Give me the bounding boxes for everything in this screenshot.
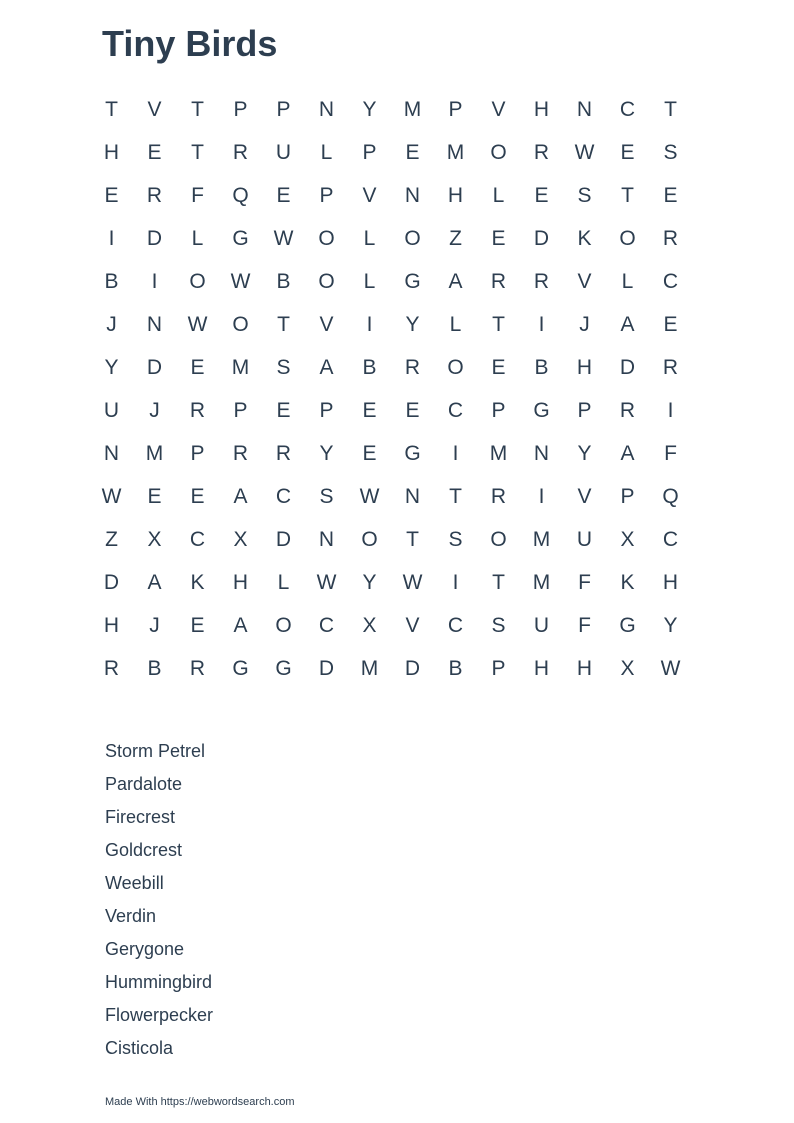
- grid-letter: E: [190, 613, 205, 637]
- grid-letter: W: [273, 226, 294, 250]
- grid-letter: E: [147, 484, 162, 508]
- grid-letter: A: [620, 312, 635, 336]
- grid-letter: C: [662, 527, 679, 551]
- grid-letter: H: [576, 355, 593, 379]
- grid-letter: A: [233, 613, 248, 637]
- grid-letter: F: [578, 613, 591, 637]
- grid-letter: D: [146, 355, 163, 379]
- grid-letter: E: [276, 183, 291, 207]
- grid-letter: X: [362, 613, 377, 637]
- grid-letter: D: [146, 226, 163, 250]
- word-list-item: Weebill: [105, 873, 164, 893]
- grid-letter: A: [448, 269, 463, 293]
- grid-letter: V: [577, 269, 592, 293]
- word-list-item: Verdin: [105, 906, 157, 926]
- grid-letter: V: [319, 312, 334, 336]
- grid-letter: A: [147, 570, 162, 594]
- grid-letter: B: [104, 269, 119, 293]
- grid-letter: S: [663, 140, 678, 164]
- grid-letter: R: [619, 398, 636, 422]
- grid-letter: M: [489, 441, 508, 465]
- grid-letter: I: [151, 269, 158, 293]
- grid-letter: R: [189, 398, 206, 422]
- grid-letter: C: [662, 269, 679, 293]
- word-list-item: Cisticola: [105, 1038, 174, 1058]
- grid-letter: P: [233, 97, 248, 121]
- grid-letter: C: [275, 484, 292, 508]
- grid-letter: B: [276, 269, 291, 293]
- grid-letter: C: [619, 97, 636, 121]
- grid-letter: I: [667, 398, 674, 422]
- grid-letter: H: [103, 140, 120, 164]
- grid-letter: R: [146, 183, 163, 207]
- grid-letter: W: [187, 312, 208, 336]
- grid-letter: E: [534, 183, 549, 207]
- grid-letter: L: [363, 226, 376, 250]
- grid-letter: M: [145, 441, 164, 465]
- grid-letter: T: [191, 97, 204, 121]
- grid-letter: I: [452, 441, 459, 465]
- grid-letter: O: [275, 613, 292, 637]
- grid-letter: T: [105, 97, 118, 121]
- grid-letter: S: [448, 527, 463, 551]
- grid-letter: X: [620, 527, 635, 551]
- grid-letter: I: [452, 570, 459, 594]
- grid-letter: V: [491, 97, 506, 121]
- grid-letter: K: [577, 226, 592, 250]
- grid-letter: Z: [105, 527, 118, 551]
- grid-letter: J: [106, 312, 117, 336]
- grid-letter: G: [232, 226, 249, 250]
- grid-letter: T: [621, 183, 634, 207]
- grid-letter: N: [318, 527, 335, 551]
- grid-letter: E: [147, 140, 162, 164]
- grid-letter: E: [362, 398, 377, 422]
- grid-letter: P: [491, 398, 506, 422]
- grid-letter: W: [359, 484, 380, 508]
- grid-letter: L: [363, 269, 376, 293]
- grid-letter: E: [405, 398, 420, 422]
- grid-letter: W: [230, 269, 251, 293]
- grid-letter: E: [663, 183, 678, 207]
- grid-letter: O: [318, 269, 335, 293]
- grid-letter: V: [405, 613, 420, 637]
- grid-letter: E: [491, 355, 506, 379]
- grid-letter: G: [533, 398, 550, 422]
- grid-letter: L: [492, 183, 505, 207]
- grid-letter: T: [191, 140, 204, 164]
- grid-letter: V: [577, 484, 592, 508]
- grid-letter: Y: [319, 441, 334, 465]
- grid-letter: H: [103, 613, 120, 637]
- grid-letter: E: [362, 441, 377, 465]
- grid-letter: P: [448, 97, 463, 121]
- grid-letter: G: [232, 656, 249, 680]
- grid-letter: P: [362, 140, 377, 164]
- grid-letter: X: [620, 656, 635, 680]
- word-list: [105, 735, 213, 1065]
- grid-letter: F: [664, 441, 677, 465]
- grid-letter: U: [576, 527, 593, 551]
- grid-letter: S: [319, 484, 334, 508]
- grid-letter: B: [534, 355, 549, 379]
- grid-letter: I: [538, 484, 545, 508]
- grid-letter: B: [448, 656, 463, 680]
- grid-letter: I: [108, 226, 115, 250]
- grid-letter: K: [620, 570, 635, 594]
- word-list-item: Flowerpecker: [105, 1005, 214, 1025]
- grid-letter: P: [319, 398, 334, 422]
- grid-letter: E: [663, 312, 678, 336]
- grid-letter: V: [147, 97, 162, 121]
- grid-letter: B: [147, 656, 162, 680]
- grid-letter: O: [232, 312, 249, 336]
- grid-letter: X: [233, 527, 248, 551]
- grid-letter: O: [490, 140, 507, 164]
- grid-letter: O: [404, 226, 421, 250]
- grid-letter: H: [232, 570, 249, 594]
- grid-letter: M: [532, 570, 551, 594]
- grid-letter: D: [318, 656, 335, 680]
- word-list-item: Gerygone: [105, 939, 185, 959]
- grid-letter: D: [404, 656, 421, 680]
- grid-letter: B: [362, 355, 377, 379]
- grid-letter: T: [406, 527, 419, 551]
- grid-letter: J: [579, 312, 590, 336]
- grid-letter: R: [490, 269, 507, 293]
- grid-letter: F: [191, 183, 204, 207]
- grid-letter: P: [233, 398, 248, 422]
- grid-letter: P: [190, 441, 205, 465]
- grid-letter: P: [319, 183, 334, 207]
- grid-letter: A: [620, 441, 635, 465]
- grid-letter: Y: [362, 570, 377, 594]
- grid-letter: R: [232, 140, 249, 164]
- word-list-item: Hummingbird: [105, 972, 213, 992]
- grid-letter: Y: [104, 355, 119, 379]
- grid-letter: P: [276, 97, 291, 121]
- grid-letter: O: [318, 226, 335, 250]
- grid-letter: Q: [662, 484, 679, 508]
- grid-letter: U: [103, 398, 120, 422]
- grid-letter: R: [533, 269, 550, 293]
- word-list-item: Firecrest: [105, 807, 176, 827]
- grid-letter: E: [276, 398, 291, 422]
- grid-letter: H: [662, 570, 679, 594]
- word-list-item: Pardalote: [105, 774, 183, 794]
- grid-letter: C: [447, 613, 464, 637]
- grid-letter: G: [404, 441, 421, 465]
- grid-letter: T: [664, 97, 677, 121]
- grid-letter: R: [490, 484, 507, 508]
- word-search-grid: [90, 88, 692, 690]
- grid-letter: O: [490, 527, 507, 551]
- grid-letter: T: [277, 312, 290, 336]
- grid-letter: H: [447, 183, 464, 207]
- grid-letter: T: [492, 312, 505, 336]
- grid-letter: O: [619, 226, 636, 250]
- grid-letter: R: [662, 226, 679, 250]
- grid-letter: E: [190, 355, 205, 379]
- grid-letter: R: [533, 140, 550, 164]
- grid-letter: M: [403, 97, 422, 121]
- grid-letter: R: [232, 441, 249, 465]
- grid-letter: S: [491, 613, 506, 637]
- grid-letter: G: [404, 269, 421, 293]
- grid-letter: W: [660, 656, 681, 680]
- grid-letter: I: [366, 312, 373, 336]
- grid-letter: N: [404, 484, 421, 508]
- grid-letter: W: [574, 140, 595, 164]
- grid-letter: E: [405, 140, 420, 164]
- grid-letter: T: [492, 570, 505, 594]
- grid-letter: N: [533, 441, 550, 465]
- grid-letter: C: [447, 398, 464, 422]
- grid-letter: A: [319, 355, 334, 379]
- grid-letter: M: [532, 527, 551, 551]
- grid-letter: L: [320, 140, 333, 164]
- grid-letter: X: [147, 527, 162, 551]
- grid-letter: D: [619, 355, 636, 379]
- grid-letter: N: [318, 97, 335, 121]
- grid-letter: D: [103, 570, 120, 594]
- word-list-item: Goldcrest: [105, 840, 183, 860]
- grid-letter: M: [446, 140, 465, 164]
- grid-letter: R: [103, 656, 120, 680]
- grid-letter: D: [275, 527, 292, 551]
- grid-letter: H: [533, 656, 550, 680]
- grid-letter: U: [533, 613, 550, 637]
- page-title: Tiny Birds: [102, 23, 278, 64]
- grid-letter: R: [275, 441, 292, 465]
- grid-letter: Q: [232, 183, 249, 207]
- grid-letter: N: [146, 312, 163, 336]
- grid-letter: Y: [577, 441, 592, 465]
- grid-letter: L: [191, 226, 204, 250]
- grid-letter: L: [621, 269, 634, 293]
- grid-letter: S: [276, 355, 291, 379]
- grid-letter: Z: [449, 226, 462, 250]
- grid-letter: H: [533, 97, 550, 121]
- grid-letter: W: [101, 484, 122, 508]
- grid-letter: Y: [405, 312, 420, 336]
- grid-letter: W: [402, 570, 423, 594]
- grid-letter: T: [449, 484, 462, 508]
- footer-credit: Made With https://webwordsearch.com: [105, 1096, 295, 1108]
- grid-letter: J: [149, 613, 160, 637]
- grid-letter: M: [231, 355, 250, 379]
- grid-letter: A: [233, 484, 248, 508]
- grid-letter: L: [449, 312, 462, 336]
- grid-letter: N: [404, 183, 421, 207]
- grid-letter: F: [578, 570, 591, 594]
- grid-letter: J: [149, 398, 160, 422]
- grid-letter: N: [103, 441, 120, 465]
- grid-letter: E: [620, 140, 635, 164]
- grid-letter: P: [620, 484, 635, 508]
- grid-letter: M: [360, 656, 379, 680]
- grid-letter: P: [491, 656, 506, 680]
- grid-letter: U: [275, 140, 292, 164]
- grid-letter: G: [275, 656, 292, 680]
- word-list-item: Storm Petrel: [105, 741, 206, 761]
- grid-letter: E: [491, 226, 506, 250]
- grid-letter: Y: [362, 97, 377, 121]
- grid-letter: O: [189, 269, 206, 293]
- grid-letter: N: [576, 97, 593, 121]
- grid-letter: K: [190, 570, 205, 594]
- grid-letter: I: [538, 312, 545, 336]
- grid-letter: W: [316, 570, 337, 594]
- grid-letter: E: [104, 183, 119, 207]
- grid-letter: O: [361, 527, 378, 551]
- grid-letter: R: [404, 355, 421, 379]
- grid-letter: D: [533, 226, 550, 250]
- grid-letter: C: [189, 527, 206, 551]
- grid-letter: L: [277, 570, 290, 594]
- grid-letter: O: [447, 355, 464, 379]
- grid-letter: H: [576, 656, 593, 680]
- grid-letter: R: [189, 656, 206, 680]
- grid-letter: E: [190, 484, 205, 508]
- grid-letter: R: [662, 355, 679, 379]
- grid-letter: S: [577, 183, 592, 207]
- grid-letter: V: [362, 183, 377, 207]
- grid-letter: G: [619, 613, 636, 637]
- grid-letter: P: [577, 398, 592, 422]
- grid-letter: Y: [663, 613, 678, 637]
- grid-letter: C: [318, 613, 335, 637]
